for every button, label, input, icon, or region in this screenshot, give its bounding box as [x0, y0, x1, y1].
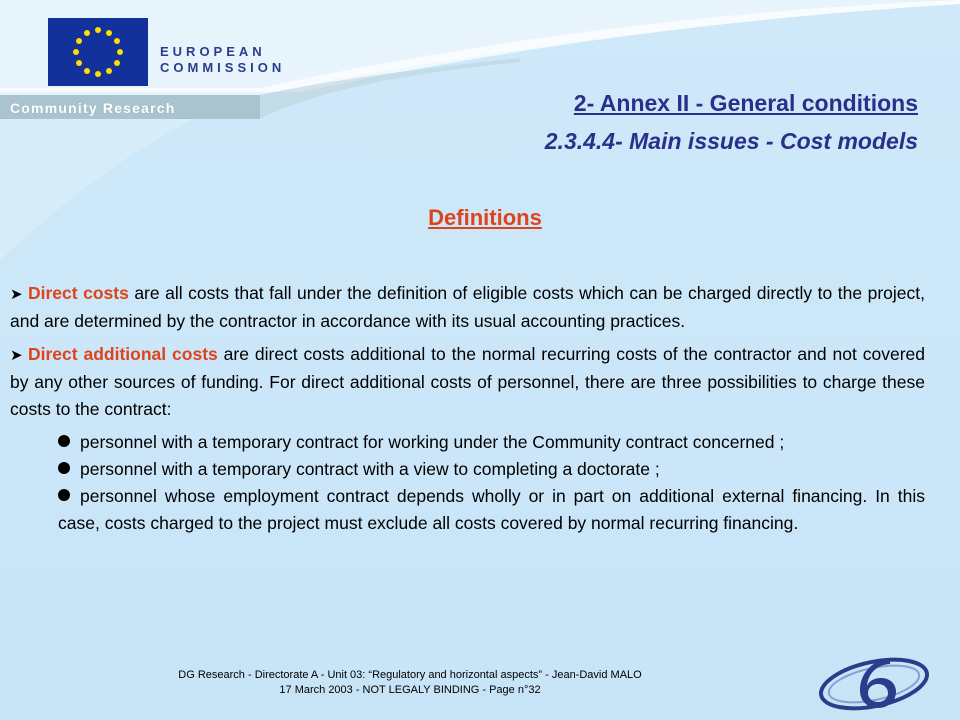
definition-paragraph [10, 280, 925, 335]
footer-line1: DG Research - Directorate A - Unit 03: “Regulatory and horizontal aspects” - Jean-David MALO [178, 669, 642, 681]
term-highlight: Direct costs [28, 283, 129, 303]
header-subtitle: Community Research [10, 100, 176, 116]
slide-subtitle: 2.3.4.4- Main issues - Cost models [544, 128, 918, 154]
section-heading: Definitions [428, 205, 542, 230]
org-line1: EUROPEAN [160, 44, 266, 59]
eu-flag-icon [48, 18, 148, 86]
round-bullet-icon [58, 435, 70, 447]
org-line2: COMMISSION [160, 60, 286, 75]
list-item [58, 456, 925, 483]
list-item-text: personnel with a temporary contract with a view to completing a doctorate ; [80, 459, 660, 479]
list-item [58, 429, 925, 456]
slide-body [10, 280, 925, 537]
list-item-text: personnel whose employment contract depends wholly or in part on additional external financing. In this case, costs charged to the project must exclude all costs covered by normal recurring financing. [58, 486, 925, 533]
definition-text: are all costs that fall under the definition of eligible costs which can be charged directly to the project, and are determined by the contractor in accordance with its usual accounting practices. [10, 283, 925, 331]
org-name [160, 44, 285, 76]
list-item-text: personnel with a temporary contract for working under the Community contract concerned ; [80, 432, 785, 452]
slide-title: 2- Annex II - General conditions [573, 90, 918, 116]
arrow-bullet-icon: ➤ [10, 286, 23, 303]
slide-footer [0, 668, 820, 698]
term-highlight: Direct additional costs [28, 344, 218, 364]
round-bullet-icon [58, 489, 70, 501]
list-item [58, 483, 925, 537]
footer-line2: 17 March 2003 - NOT LEGALY BINDING - Page n°32 [279, 684, 541, 696]
fp6-logo-icon [812, 650, 932, 714]
definition-text: are direct costs additional to the normal recurring costs of the contractor and not covered by any other sources of funding. For direct additional costs of personnel, there are three possibilities to charge these costs to the contract: [10, 344, 925, 419]
definition-paragraph [10, 341, 925, 423]
arrow-bullet-icon: ➤ [10, 347, 23, 364]
round-bullet-icon [58, 462, 70, 474]
